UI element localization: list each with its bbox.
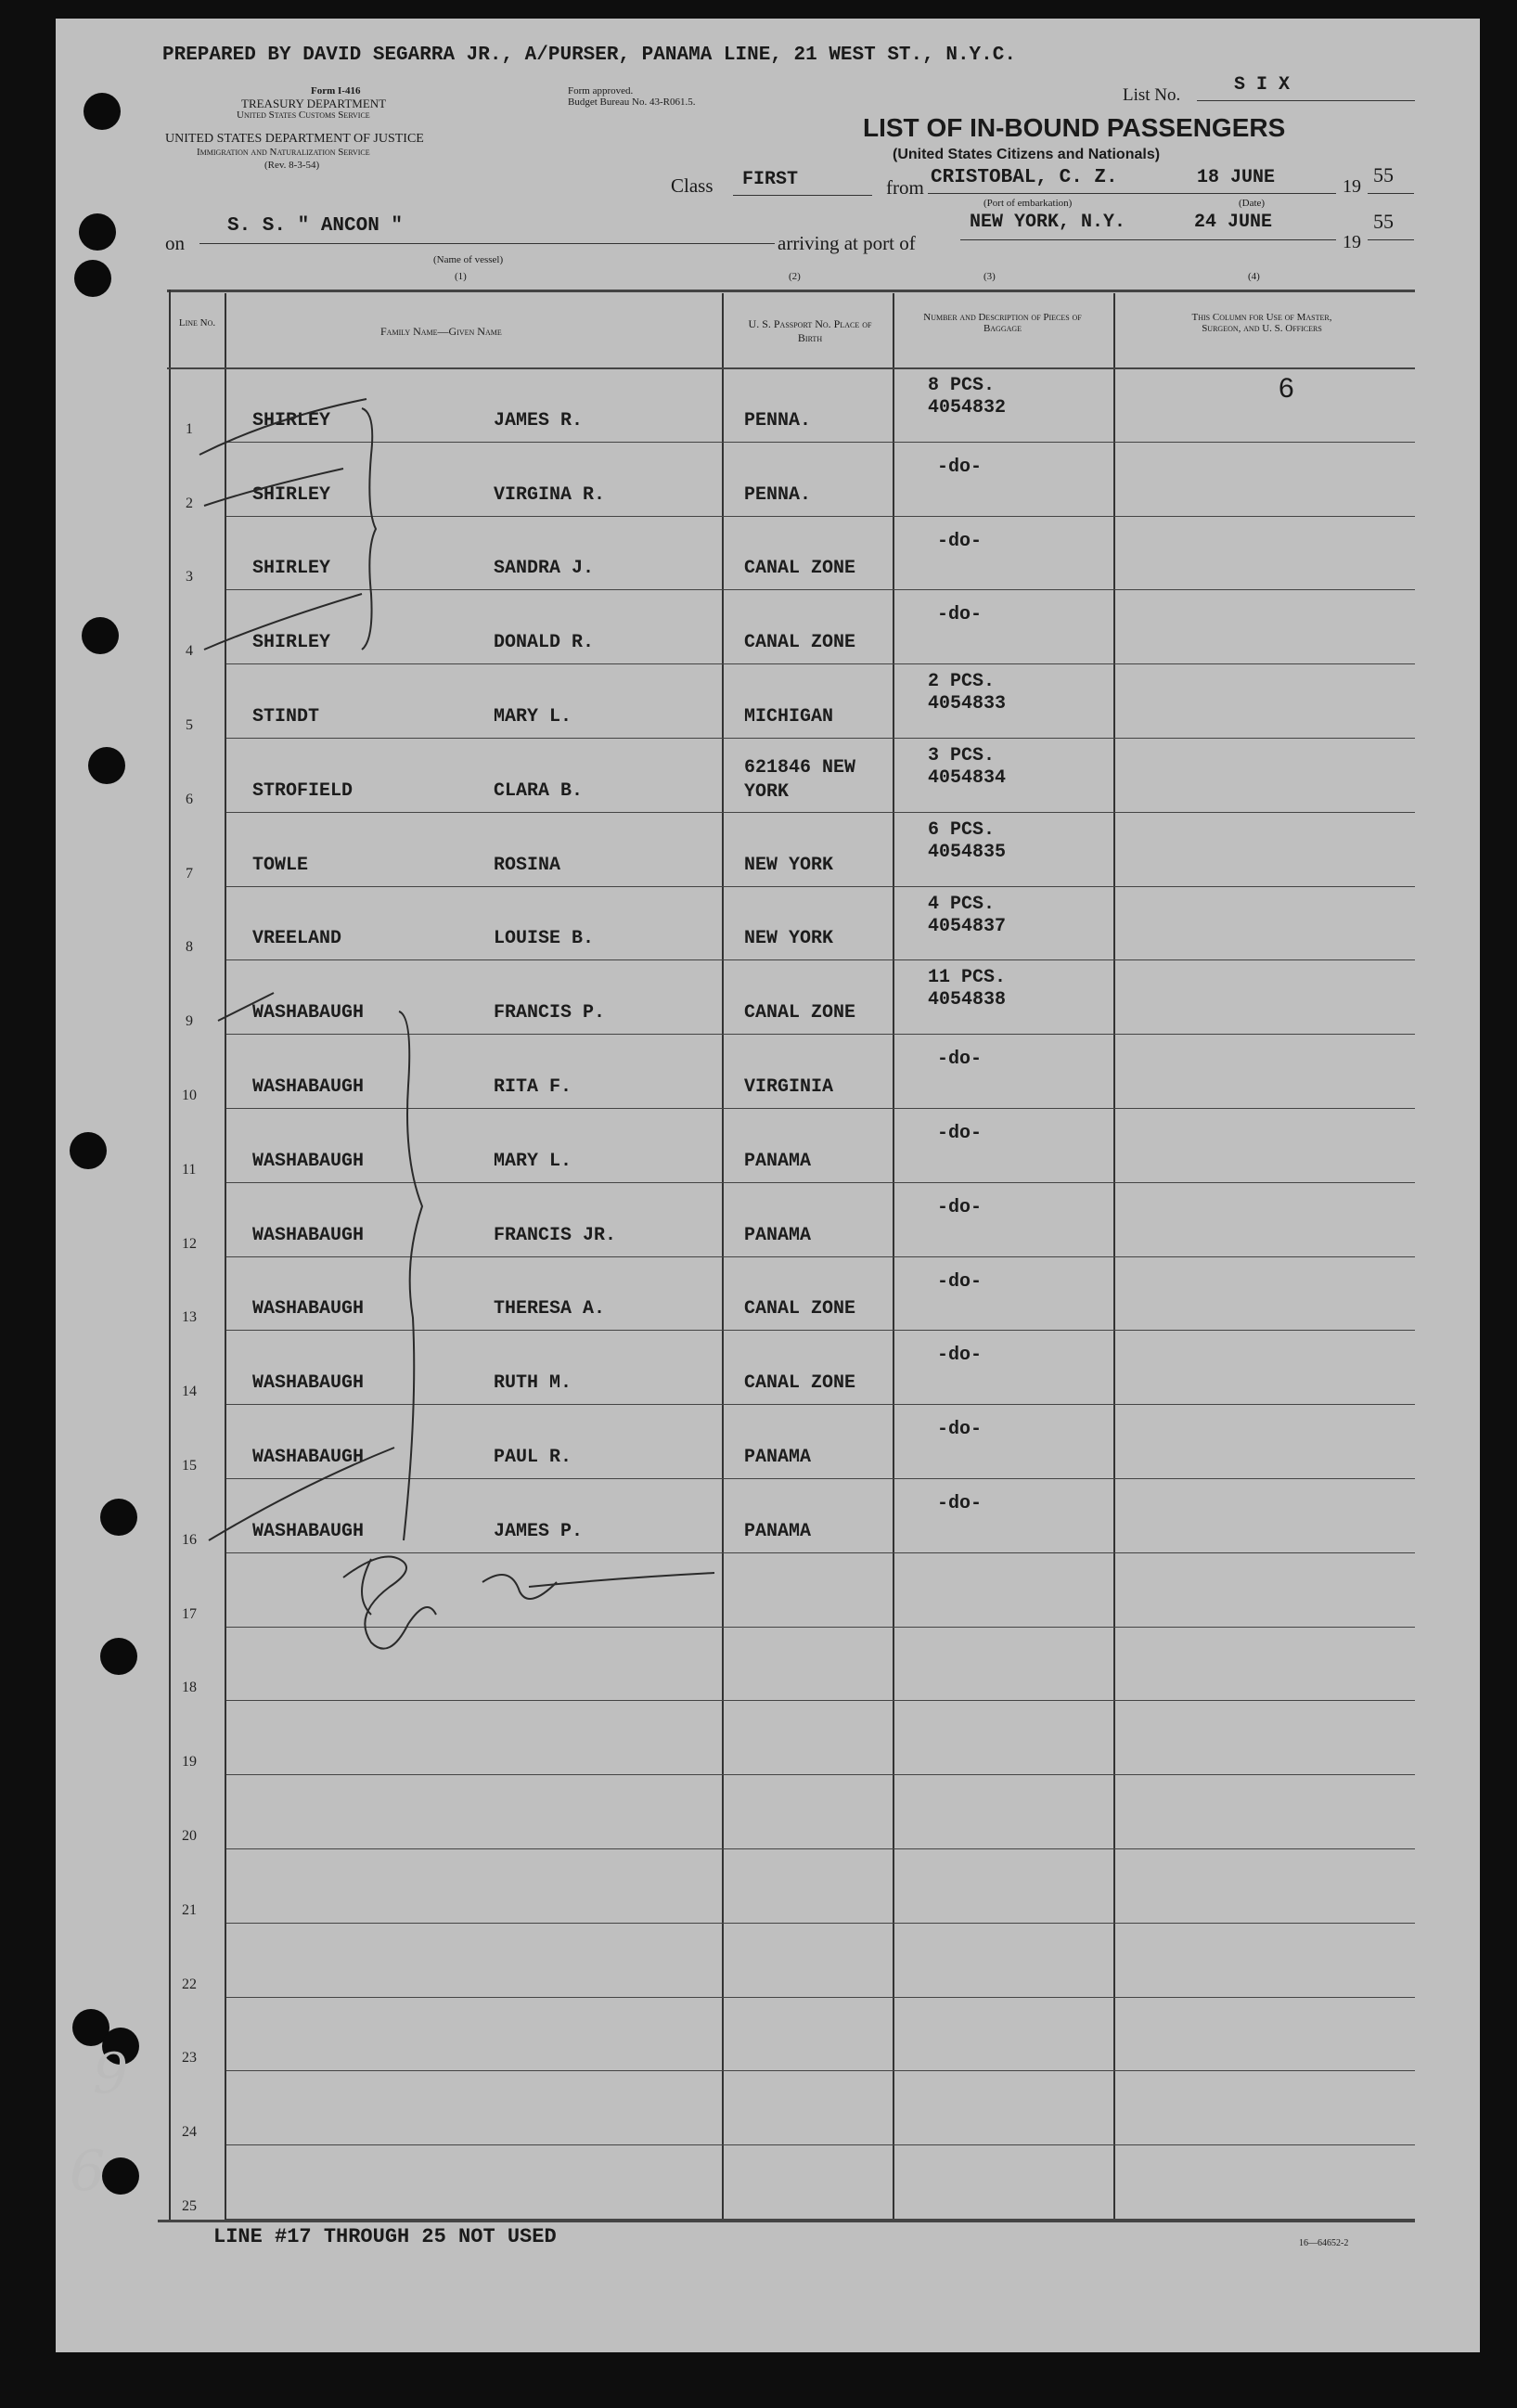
baggage-ditto: -do- (937, 456, 983, 478)
passenger-family-name: SHIRLEY (252, 409, 331, 431)
row-line-number: 15 (182, 1458, 197, 1474)
passenger-given-name: DONALD R. (494, 632, 595, 654)
row-line-number: 14 (182, 1384, 197, 1400)
col-no-1: (1) (455, 271, 467, 282)
passenger-given-name: THERESA A. (494, 1298, 606, 1320)
row-line-number: 12 (182, 1235, 197, 1252)
passenger-family-name: WASHABAUGH (252, 1224, 365, 1246)
passenger-family-name: WASHABAUGH (252, 1298, 365, 1320)
form-approved: Form approved. (568, 85, 634, 97)
passenger-family-name: VREELAND (252, 928, 342, 950)
vessel-name: S. S. " ANCON " (227, 215, 404, 237)
col-header-name: Family Name—Given Name (380, 325, 502, 338)
col-no-3: (3) (983, 271, 996, 282)
place-of-birth: CANAL ZONE (744, 558, 856, 580)
footer-note: LINE #17 THROUGH 25 NOT USED (213, 2225, 557, 2248)
budget-bureau: Budget Bureau No. 43-R061.5. (568, 97, 696, 108)
row-line-number: 9 (186, 1013, 193, 1030)
baggage-tag-number: 4054838 (928, 989, 1007, 1011)
row-line-number: 6 (186, 791, 193, 807)
form-number: Form I-416 (311, 85, 361, 97)
place-of-birth: PENNA. (744, 483, 812, 506)
row-line-number: 5 (186, 717, 193, 733)
margin-mark-b: 6 (70, 2139, 106, 2204)
passport-number: 621846 NEW YORK (744, 756, 856, 803)
passenger-given-name: JAMES R. (494, 409, 584, 431)
customs-service: United States Customs Service (237, 109, 370, 121)
vessel-label: (Name of vessel) (433, 254, 504, 265)
row-line-number: 23 (182, 2050, 197, 2067)
baggage-ditto: -do- (937, 1270, 983, 1293)
passenger-given-name: RUTH M. (494, 1372, 572, 1395)
margin-mark-a: 9 (93, 2041, 129, 2106)
place-of-birth: PANAMA (744, 1520, 812, 1542)
prepared-by: PREPARED BY DAVID SEGARRA JR., A/PURSER, PANAMA LINE, 21 WEST ST., N.Y.C. (162, 45, 1016, 66)
row-line-number: 22 (182, 1976, 197, 1992)
arrive-port: NEW YORK, N.Y. (970, 212, 1126, 233)
place-of-birth: PANAMA (744, 1224, 812, 1246)
passenger-given-name: MARY L. (494, 1150, 572, 1172)
baggage-ditto: -do- (937, 1049, 983, 1071)
passenger-family-name: SHIRLEY (252, 558, 331, 580)
col-header-passport: U. S. Passport No. Place of Birth (748, 317, 872, 344)
baggage-ditto: -do- (937, 1419, 983, 1441)
place-of-birth: NEW YORK (744, 928, 834, 950)
row-line-number: 2 (186, 495, 193, 511)
baggage-tag-number: 4054832 (928, 397, 1007, 419)
passenger-given-name: MARY L. (494, 706, 572, 728)
page-title: LIST OF IN-BOUND PASSENGERS (863, 113, 1286, 142)
treasury-dept: TREASURY DEPARTMENT (241, 97, 387, 110)
passenger-family-name: STINDT (252, 706, 320, 728)
place-of-birth: NEW YORK (744, 854, 834, 876)
passenger-given-name: RITA F. (494, 1076, 572, 1098)
from-date: 18 JUNE (1197, 167, 1276, 188)
ins: Immigration and Naturalization Service (197, 147, 370, 158)
passenger-family-name: WASHABAUGH (252, 1447, 365, 1468)
place-of-birth: PANAMA (744, 1447, 812, 1468)
list-no-label: List No. (1123, 85, 1181, 105)
year-prefix: 19 (1343, 176, 1361, 197)
row-line-number: 24 (182, 2124, 197, 2141)
arrive-year: 55 (1373, 210, 1394, 233)
passenger-family-name: WASHABAUGH (252, 1150, 365, 1172)
port-embark-label: (Port of embarkation) (983, 198, 1073, 209)
list-no-value: S I X (1234, 74, 1291, 96)
officer-note: 6 (1279, 373, 1294, 404)
passenger-family-name: WASHABAUGH (252, 1520, 365, 1542)
baggage-pieces: 3 PCS. (928, 745, 996, 766)
col-no-2: (2) (789, 271, 801, 282)
passenger-family-name: WASHABAUGH (252, 1076, 365, 1098)
baggage-pieces: 8 PCS. (928, 375, 996, 396)
row-line-number: 10 (182, 1088, 197, 1103)
baggage-tag-number: 4054835 (928, 841, 1007, 863)
baggage-ditto: -do- (937, 1123, 983, 1144)
place-of-birth: PANAMA (744, 1150, 812, 1172)
passenger-family-name: STROFIELD (252, 779, 354, 802)
col-header-baggage: Number and Description of Pieces of Baggage (923, 312, 1082, 334)
place-of-birth: CANAL ZONE (744, 1372, 856, 1395)
passenger-given-name: VIRGINA R. (494, 483, 606, 506)
page-subtitle: (United States Citizens and Nationals) (893, 147, 1161, 162)
baggage-ditto: -do- (937, 530, 983, 552)
place-of-birth: MICHIGAN (744, 706, 834, 728)
arrive-date: 24 JUNE (1194, 212, 1273, 233)
class-value: FIRST (742, 169, 799, 190)
from-port: CRISTOBAL, C. Z. (931, 167, 1118, 188)
row-line-number: 13 (182, 1309, 197, 1326)
row-line-number: 25 (182, 2198, 197, 2214)
passenger-family-name: SHIRLEY (252, 632, 331, 654)
from-label: from (886, 176, 924, 199)
row-line-number: 20 (182, 1828, 197, 1844)
row-line-number: 11 (182, 1161, 197, 1178)
doj: UNITED STATES DEPARTMENT OF JUSTICE (165, 132, 424, 146)
row-line-number: 1 (186, 420, 193, 437)
arriving-label: arriving at port of (778, 232, 916, 254)
date-label: (Date) (1239, 198, 1266, 209)
passenger-given-name: LOUISE B. (494, 928, 595, 950)
revision: (Rev. 8-3-54) (264, 160, 320, 171)
passenger-given-name: SANDRA J. (494, 558, 595, 580)
baggage-ditto: -do- (937, 1493, 983, 1514)
baggage-ditto: -do- (937, 1345, 983, 1367)
place-of-birth: CANAL ZONE (744, 632, 856, 654)
passenger-family-name: SHIRLEY (252, 483, 331, 506)
baggage-tag-number: 4054833 (928, 693, 1007, 715)
passenger-family-name: WASHABAUGH (252, 1002, 365, 1024)
place-of-birth: CANAL ZONE (744, 1002, 856, 1024)
passenger-given-name: CLARA B. (494, 779, 584, 802)
baggage-pieces: 4 PCS. (928, 893, 996, 915)
class-label: Class (671, 174, 714, 197)
row-line-number: 3 (186, 569, 193, 586)
place-of-birth: VIRGINIA (744, 1076, 834, 1098)
print-code: 16—64652-2 (1299, 2238, 1349, 2248)
baggage-tag-number: 4054837 (928, 915, 1007, 937)
place-of-birth: CANAL ZONE (744, 1298, 856, 1320)
passenger-given-name: PAUL R. (494, 1447, 572, 1468)
row-line-number: 19 (182, 1754, 197, 1771)
baggage-pieces: 11 PCS. (928, 967, 1007, 989)
row-line-number: 8 (186, 939, 193, 956)
passenger-given-name: ROSINA (494, 854, 561, 876)
row-line-number: 16 (182, 1531, 197, 1548)
passenger-given-name: JAMES P. (494, 1520, 584, 1542)
passenger-given-name: FRANCIS P. (494, 1002, 606, 1024)
col-header-line: Line No. (178, 317, 216, 328)
row-line-number: 18 (182, 1680, 197, 1696)
passenger-family-name: TOWLE (252, 854, 309, 876)
baggage-tag-number: 4054834 (928, 767, 1007, 789)
year-prefix-2: 19 (1343, 232, 1361, 252)
col-no-4: (4) (1248, 271, 1260, 282)
row-line-number: 4 (186, 643, 193, 660)
from-year: 55 (1373, 163, 1394, 187)
row-line-number: 7 (186, 865, 193, 882)
row-line-number: 17 (182, 1605, 197, 1622)
baggage-pieces: 6 PCS. (928, 818, 996, 841)
place-of-birth: PENNA. (744, 409, 812, 431)
on-label: on (165, 232, 185, 254)
passenger-given-name: FRANCIS JR. (494, 1224, 617, 1246)
passenger-family-name: WASHABAUGH (252, 1372, 365, 1395)
baggage-pieces: 2 PCS. (928, 671, 996, 693)
col-header-officers: This Column for Use of Master, Surgeon, and U. S. Officers (1191, 312, 1332, 334)
baggage-ditto: -do- (937, 1196, 983, 1218)
baggage-ditto: -do- (937, 604, 983, 626)
row-line-number: 21 (182, 1901, 197, 1918)
